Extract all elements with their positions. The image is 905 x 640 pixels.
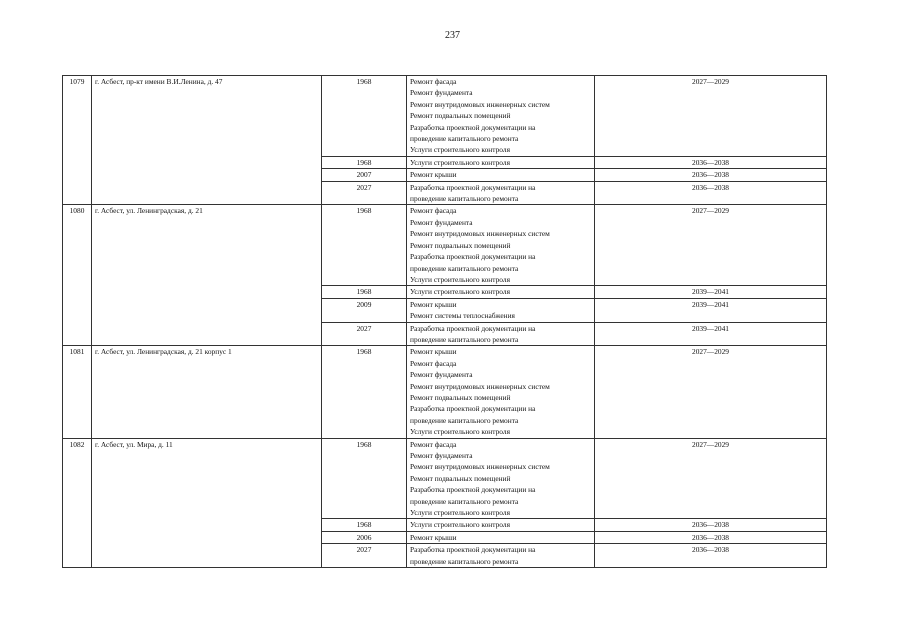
- works-cell: [407, 531, 595, 543]
- works-cell: [407, 169, 595, 181]
- work-item: проведение капитального ремонта: [410, 263, 519, 273]
- work-item: Ремонт внутридомовых инженерных систем: [410, 229, 550, 239]
- work-item: Разработка проектной документации на: [410, 404, 536, 414]
- year-cell: 1968: [322, 76, 407, 157]
- work-item: Ремонт крыши: [410, 347, 457, 357]
- year-cell: 1968: [322, 156, 407, 168]
- works-cell: [407, 346, 595, 438]
- works-cell: [407, 519, 595, 531]
- period-cell: 2036—2038: [595, 531, 827, 543]
- work-item: проведение капитального ремонта: [410, 415, 519, 425]
- period-cell: 2036—2038: [595, 181, 827, 205]
- table-row: [63, 438, 827, 519]
- year-cell: 1968: [322, 286, 407, 298]
- work-item: Ремонт подвальных помещений: [410, 392, 511, 402]
- year-cell: 2007: [322, 169, 407, 181]
- work-item: Услуги строительного контроля: [410, 145, 510, 155]
- year-cell: 1968: [322, 205, 407, 286]
- work-item: Разработка проектной документации на: [410, 323, 536, 333]
- work-item: Ремонт фундамента: [410, 88, 473, 98]
- year-cell: 2027: [322, 544, 407, 568]
- period-cell: 2036—2038: [595, 544, 827, 568]
- table-body: [63, 76, 827, 568]
- work-item: проведение капитального ремонта: [410, 334, 519, 344]
- work-item: Ремонт крыши: [410, 170, 457, 180]
- work-item: Ремонт внутридомовых инженерных систем: [410, 99, 550, 109]
- works-cell: [407, 286, 595, 298]
- work-item: Ремонт фасада: [410, 358, 457, 368]
- works-cell: [407, 205, 595, 286]
- year-cell: 2027: [322, 322, 407, 346]
- work-item: Разработка проектной документации на: [410, 485, 536, 495]
- work-item: Разработка проектной документации на: [410, 182, 536, 192]
- work-item: Ремонт крыши: [410, 532, 457, 542]
- work-item: Услуги строительного контроля: [410, 274, 510, 284]
- object-number: 1081: [63, 346, 92, 438]
- table-row: [63, 76, 827, 157]
- table-row: [63, 205, 827, 286]
- year-cell: 2006: [322, 531, 407, 543]
- period-cell: 2036—2038: [595, 519, 827, 531]
- work-item: Разработка проектной документации на: [410, 122, 536, 132]
- work-item: Ремонт фундамента: [410, 370, 473, 380]
- work-item: проведение капитального ремонта: [410, 134, 519, 144]
- work-item: Разработка проектной документации на: [410, 545, 536, 555]
- period-cell: 2036—2038: [595, 169, 827, 181]
- work-item: Ремонт системы теплоснабжения: [410, 311, 515, 321]
- period-cell: 2036—2038: [595, 156, 827, 168]
- period-cell: 2039—2041: [595, 286, 827, 298]
- year-cell: 1968: [322, 346, 407, 438]
- work-item: проведение капитального ремонта: [410, 556, 519, 566]
- works-cell: [407, 544, 595, 568]
- period-cell: 2027—2029: [595, 76, 827, 157]
- object-address: г. Асбест, ул. Ленинградская, д. 21 корпус 1: [92, 346, 322, 438]
- work-item: Услуги строительного контроля: [410, 427, 510, 437]
- works-cell: [407, 298, 595, 322]
- work-item: проведение капитального ремонта: [410, 194, 519, 204]
- table-row: [63, 346, 827, 438]
- works-cell: [407, 76, 595, 157]
- object-number: 1079: [63, 76, 92, 205]
- period-cell: 2039—2041: [595, 322, 827, 346]
- work-item: Ремонт внутридомовых инженерных систем: [410, 381, 550, 391]
- repair-schedule-table: [62, 75, 827, 568]
- work-item: Разработка проектной документации на: [410, 252, 536, 262]
- work-item: Ремонт подвальных помещений: [410, 111, 511, 121]
- object-address: г. Асбест, пр-кт имени В.И.Ленина, д. 47: [92, 76, 322, 205]
- work-item: Ремонт фасада: [410, 206, 457, 216]
- work-item: проведение капитального ремонта: [410, 496, 519, 506]
- work-item: Услуги строительного контроля: [410, 508, 510, 518]
- object-number: 1082: [63, 438, 92, 567]
- period-cell: 2027—2029: [595, 346, 827, 438]
- object-number: 1080: [63, 205, 92, 346]
- period-cell: 2027—2029: [595, 205, 827, 286]
- year-cell: 2009: [322, 298, 407, 322]
- work-item: Услуги строительного контроля: [410, 287, 510, 297]
- work-item: Ремонт внутридомовых инженерных систем: [410, 462, 550, 472]
- work-item: Услуги строительного контроля: [410, 520, 510, 530]
- work-item: Ремонт подвальных помещений: [410, 473, 511, 483]
- year-cell: 2027: [322, 181, 407, 205]
- work-item: Ремонт фасада: [410, 439, 457, 449]
- year-cell: 1968: [322, 438, 407, 519]
- period-cell: 2039—2041: [595, 298, 827, 322]
- works-cell: [407, 156, 595, 168]
- works-cell: [407, 322, 595, 346]
- work-item: Ремонт фундамента: [410, 217, 473, 227]
- work-item: Ремонт фундамента: [410, 451, 473, 460]
- work-item: Ремонт крыши: [410, 299, 457, 309]
- object-address: г. Асбест, ул. Ленинградская, д. 21: [92, 205, 322, 346]
- work-item: Ремонт подвальных помещений: [410, 240, 511, 250]
- works-cell: [407, 181, 595, 205]
- period-cell: 2027—2029: [595, 438, 827, 519]
- works-cell: [407, 438, 595, 519]
- object-address: г. Асбест, ул. Мира, д. 11: [92, 438, 322, 567]
- work-item: Услуги строительного контроля: [410, 157, 510, 167]
- page-number: 237: [445, 30, 460, 41]
- year-cell: 1968: [322, 519, 407, 531]
- work-item: Ремонт фасада: [410, 77, 457, 86]
